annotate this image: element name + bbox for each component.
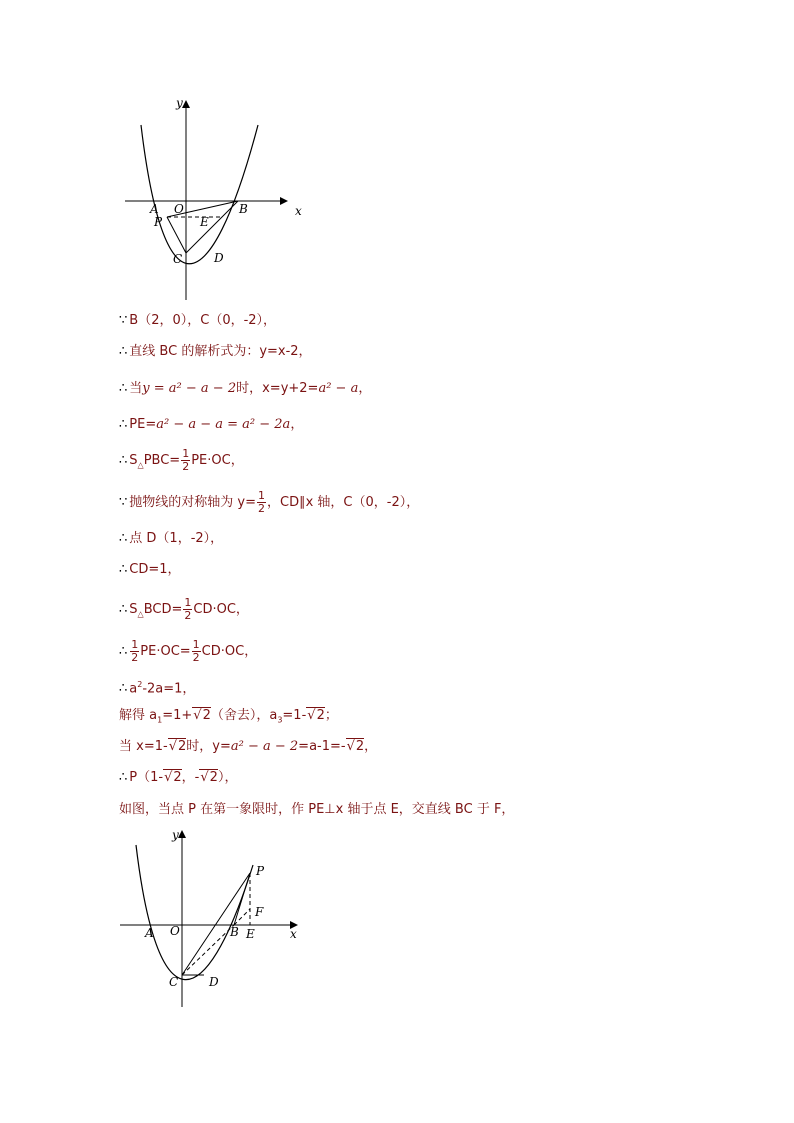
fraction: $\frac{1}{2}$ (192, 638, 200, 664)
line-5: ∴ $S_\triangle PBC=$ $\frac{1}{2}$ PE·OC， (119, 447, 244, 473)
segment-cp (182, 873, 250, 975)
sqrt: √ 2 (346, 738, 365, 754)
label-y: y (176, 96, 183, 110)
line-4: ∴ PE=a² − a − a = a² − 2a， (119, 417, 304, 432)
sqrt: √ 2 (163, 769, 182, 785)
because-symbol: ∵ (119, 313, 128, 328)
label-c: C (169, 975, 179, 989)
label-b: B (239, 202, 248, 216)
figure-2-parabola (112, 823, 312, 1013)
sqrt: √ 2 (168, 738, 187, 754)
label-d: D (214, 251, 224, 265)
fraction: $\frac{1}{2}$ (258, 489, 265, 515)
fraction: $\frac{1}{2}$ (184, 596, 192, 622)
line-1: ∵ B（2，0），C（0，-2）， (119, 313, 277, 328)
line-11: ∴ $a^2-2a=1$， (119, 680, 196, 697)
segment-cb (182, 925, 234, 975)
line-3: ∴ 当y = a² − a − 2时，x=y+2=a² − a， (119, 381, 372, 396)
line-6: ∵ 抛物线的对称轴为 y= $\frac{1}{2}$ ，CD∥x 轴，C（0，-2）， (119, 489, 420, 515)
label-o: O (170, 924, 180, 938)
label-a: A (145, 926, 154, 940)
sqrt: √ 2 (306, 707, 325, 723)
line-14: ∴ P（1-√ 2，-√ 2）， (119, 769, 237, 787)
label-p: P (154, 215, 163, 229)
label-b: B (230, 925, 239, 939)
label-e: E (246, 927, 255, 941)
label-o: O (174, 202, 184, 216)
label-y: y (172, 828, 179, 842)
line-10: ∴ $\frac{1}{2}$ PE·OC= $\frac{1}{2}$ CD·OC， (119, 638, 258, 664)
label-f: F (255, 905, 264, 919)
label-e: E (200, 215, 209, 229)
sqrt: √ 2 (192, 707, 211, 723)
line-13: 当 x=1-√ 2时，y=a² − a − 2=a-1=-√ 2， (119, 738, 377, 756)
line-7: ∴ 点 D（1，-2）， (119, 531, 224, 546)
line-2: ∴ 直线 BC 的解析式为：y=x-2， (119, 344, 312, 359)
label-c: C (173, 252, 183, 266)
fraction: $\frac{1}{2}$ (182, 447, 190, 473)
figure-1-parabola (115, 95, 305, 305)
segment-pb (234, 873, 250, 925)
sqrt: √ 2 (199, 769, 218, 785)
label-x: x (290, 927, 297, 941)
label-x: x (295, 204, 302, 218)
parabola (136, 845, 253, 980)
label-p: P (256, 864, 265, 878)
therefore-symbol: ∴ (119, 344, 128, 359)
line-12: 解得 $a_1=1+√$ 2（舍去），$a_3=1-√$ 2； (119, 707, 338, 730)
segment-cb (186, 201, 238, 253)
line-9: ∴ $S_\triangle BCD=$ $\frac{1}{2}$ CD·OC， (119, 596, 249, 622)
line-8: ∴ CD=1， (119, 562, 181, 577)
label-d: D (209, 975, 219, 989)
fraction: $\frac{1}{2}$ (131, 638, 139, 664)
parabola (141, 125, 258, 264)
label-a: A (150, 202, 159, 216)
line-15: 如图，当点 P 在第一象限时，作 PE⊥x 轴于点 E，交直线 BC 于 F， (119, 802, 515, 817)
